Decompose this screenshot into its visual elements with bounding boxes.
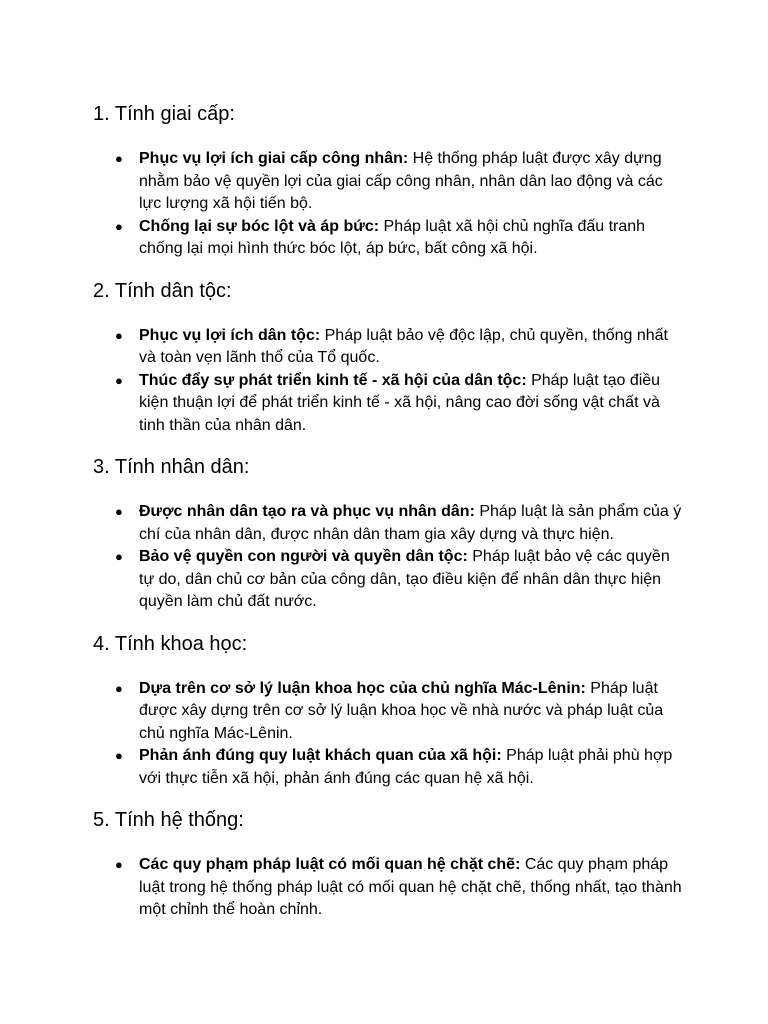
bullet-list <box>93 501 688 614</box>
bullet-icon: ● <box>115 327 123 343</box>
item-description: Pháp luật là sản phẩm của ý chí của nhân dân, được nhân dân tham gia xây dựng và thực hiện. <box>139 503 682 543</box>
section-heading: 4. Tính khoa học: <box>93 632 248 655</box>
list-item <box>93 148 688 216</box>
bullet-list <box>93 678 688 791</box>
bullet-icon: ● <box>115 151 123 166</box>
section-national-character <box>93 279 688 438</box>
section-scientific-character <box>93 632 688 791</box>
bullet-icon: ● <box>115 218 123 234</box>
item-term: Các quy phạm pháp luật có mối quan hệ chặt chẽ: <box>139 856 521 873</box>
item-term: Được nhân dân tạo ra và phục vụ nhân dân: <box>139 503 475 520</box>
bullet-icon: ● <box>115 504 123 519</box>
item-description: Pháp luật xã hội chủ nghĩa đấu tranh chống lại mọi hình thức bóc lột, áp bức, bất công xã hội. <box>139 217 646 257</box>
section-heading: 3. Tính nhân dân: <box>93 456 250 478</box>
item-description: Pháp luật bảo vệ các quyền tự do, dân chủ cơ bản của công dân, tạo điều kiện để nhân dân thực hiện quyền làm chủ đất nước. <box>139 548 670 610</box>
item-term: Dựa trên cơ sở lý luận khoa học của chủ nghĩa Mác-Lênin: <box>139 679 586 697</box>
section-heading: 2. Tính dân tộc: <box>93 279 232 302</box>
item-description: Pháp luật được xây dựng trên cơ sở lý luận khoa học về nhà nước và pháp luật của chủ nghĩa Mác-Lênin. <box>139 679 664 742</box>
bullet-icon: ● <box>115 680 123 696</box>
bullet-icon: ● <box>115 372 123 388</box>
bullet-icon: ● <box>115 748 123 763</box>
item-term: Phản ánh đúng quy luật khách quan của xã hội: <box>139 747 502 764</box>
bullet-icon: ● <box>115 857 123 872</box>
bullet-icon: ● <box>115 549 123 564</box>
item-description: Các quy phạm pháp luật trong hệ thống pháp luật có mối quan hệ chặt chẽ, thống nhất, tạo thành một chỉnh thể hoàn chỉnh. <box>139 856 682 918</box>
item-term: Chống lại sự bóc lột và áp bức: <box>139 217 380 235</box>
list-item <box>93 745 688 790</box>
list-item <box>93 325 688 370</box>
section-people-character <box>93 455 688 614</box>
section-heading: 1. Tính giai cấp: <box>93 103 235 125</box>
item-description: Hệ thống pháp luật được xây dựng nhằm bảo vệ quyền lợi của giai cấp công nhân, nhân dân lao động và các lực lượng xã hội tiến bộ. <box>139 150 663 212</box>
item-term: Phục vụ lợi ích dân tộc: <box>139 326 321 344</box>
section-heading: 5. Tính hệ thống: <box>93 809 244 831</box>
item-term: Thúc đẩy sự phát triển kinh tế - xã hội của dân tộc: <box>139 371 527 389</box>
item-term: Phục vụ lợi ích giai cấp công nhân: <box>139 150 409 167</box>
bullet-list <box>93 854 688 922</box>
list-item <box>93 370 688 438</box>
list-item <box>93 678 688 746</box>
list-item <box>93 501 688 546</box>
bullet-list <box>93 148 688 261</box>
item-term: Bảo vệ quyền con người và quyền dân tộc: <box>139 548 468 565</box>
item-description: Pháp luật tạo điều kiện thuận lợi để phát triển kinh tế - xã hội, nâng cao đời sống vật chất và tinh thần của nhân dân. <box>139 371 661 434</box>
bullet-list <box>93 325 688 438</box>
item-description: Pháp luật phải phù hợp với thực tiễn xã hội, phản ánh đúng các quan hệ xã hội. <box>139 747 673 787</box>
list-item <box>93 854 688 922</box>
list-item <box>93 216 688 261</box>
list-item <box>93 546 688 614</box>
item-description: Pháp luật bảo vệ độc lập, chủ quyền, thống nhất và toàn vẹn lãnh thổ của Tổ quốc. <box>139 326 668 366</box>
section-class-character <box>93 102 688 261</box>
section-systemic-character <box>93 808 688 922</box>
